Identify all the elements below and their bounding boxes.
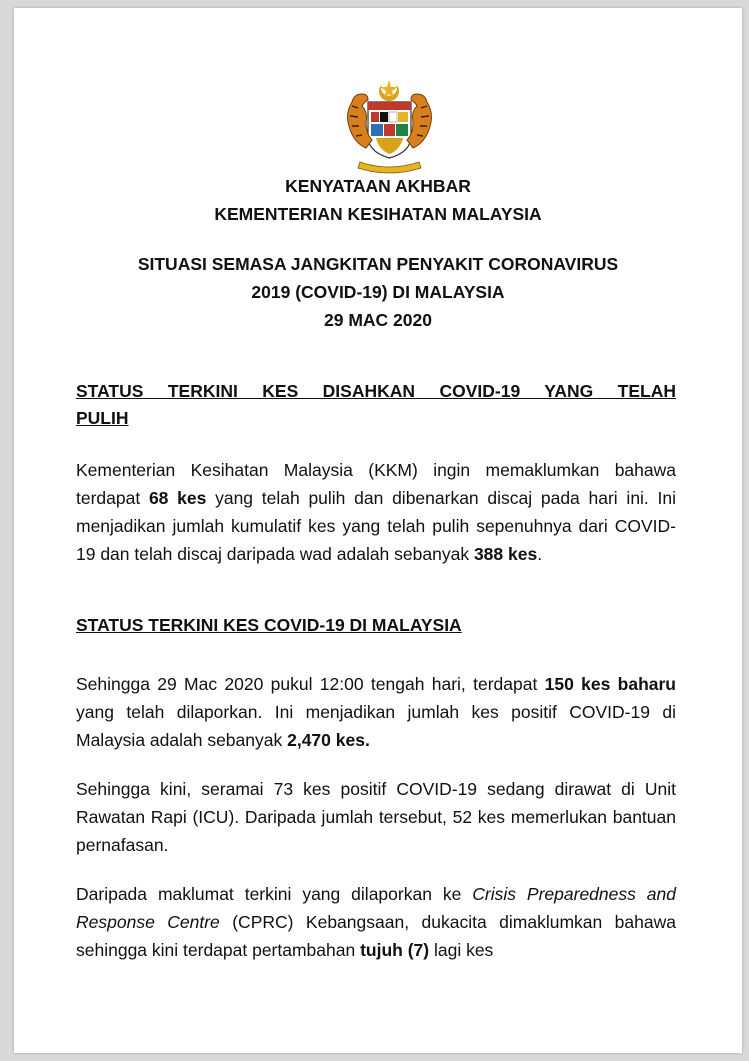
text-run: Sehingga 29 Mac 2020 pukul 12:00 tengah hari, terdapat bbox=[76, 674, 545, 694]
text-run: Kementerian Kesihatan Malaysia (KKM) ingin memaklumkan bahawa terdapat bbox=[76, 460, 676, 508]
title-line-1: SITUASI SEMASA JANGKITAN PENYAKIT CORONAVIRUS bbox=[137, 254, 619, 274]
text-run: Daripada maklumat terkini yang dilaporkan ke bbox=[76, 884, 473, 904]
text-run: yang telah pulih dan dibenarkan discaj pada hari ini. Ini menjadikan jumlah kumulatif kes yang telah pulih sepenuhnya dari COVID-19 dan telah discaj daripada wad adalah sebanyak bbox=[76, 488, 677, 564]
press-statement-header bbox=[14, 172, 742, 228]
text-run: lagi kes bbox=[429, 940, 494, 960]
document-date: 29 MAC 2020 bbox=[324, 310, 432, 330]
section-heading-recovered-line1: STATUS TERKINI KES DISAHKAN COVID-19 YANG TELAH bbox=[76, 381, 676, 401]
section-heading-status: STATUS TERKINI KES COVID-19 DI MALAYSIA bbox=[76, 615, 462, 635]
header-line-ministry: KEMENTERIAN KESIHATAN MALAYSIA bbox=[214, 204, 542, 224]
malaysia-coat-of-arms-icon bbox=[332, 78, 447, 176]
cprc-name: Crisis Preparedness and Response Centre bbox=[76, 884, 677, 932]
paragraph-new-cases bbox=[76, 670, 676, 754]
text-run: . bbox=[537, 544, 543, 564]
new-cases-count: 150 kes baharu bbox=[544, 674, 676, 694]
total-cases-count: 2,470 kes. bbox=[287, 730, 370, 750]
paragraph-recovered-cases bbox=[76, 456, 676, 568]
paragraph-cprc-report bbox=[76, 880, 676, 964]
title-line-2: 2019 (COVID-19) DI MALAYSIA bbox=[251, 282, 505, 302]
recovered-cumulative-count: 388 kes bbox=[473, 544, 538, 564]
recovered-today-count: 68 kes bbox=[148, 488, 207, 508]
text-run: (CPRC) Kebangsaan, dukacita dimaklumkan bahawa sehingga kini terdapat pertambahan bbox=[76, 912, 676, 960]
section-heading-recovered bbox=[76, 378, 676, 432]
header-line-press-statement: KENYATAAN AKHBAR bbox=[285, 176, 471, 196]
document-page bbox=[14, 8, 742, 1053]
paragraph-icu-cases: Sehingga kini, seramai 73 kes positif COVID-19 sedang dirawat di Unit Rawatan Rapi (ICU). Daripada jumlah tersebut, 52 kes memerlukan bantuan pernafasan. bbox=[76, 779, 676, 855]
text-run: yang telah dilaporkan. Ini menjadikan jumlah kes positif COVID-19 di Malaysia adalah sebanyak bbox=[76, 702, 676, 750]
section-heading-recovered-line2: PULIH bbox=[76, 408, 129, 428]
document-title bbox=[14, 250, 742, 334]
additional-deaths-count: tujuh (7) bbox=[360, 940, 430, 960]
